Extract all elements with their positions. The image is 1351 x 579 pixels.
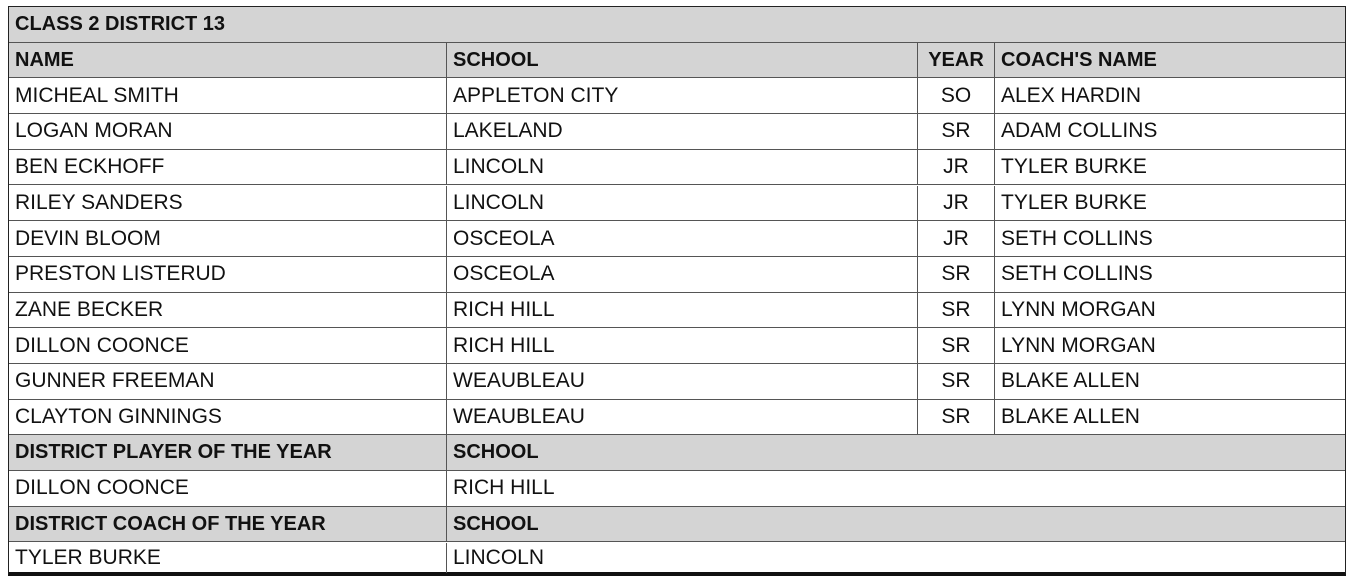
coach-of-year-school-label: SCHOOL: [453, 512, 539, 535]
player-school: LINCOLN: [453, 155, 545, 179]
player-school: OSCEOLA: [453, 262, 555, 286]
player-coach: ADAM COLLINS: [1001, 119, 1158, 143]
player-school: RICH HILL: [453, 297, 555, 321]
player-of-year-school-label: SCHOOL: [453, 441, 539, 464]
player-name: LOGAN MORAN: [15, 119, 173, 143]
player-school: RICH HILL: [453, 333, 555, 357]
player-name: DILLON COONCE: [15, 333, 189, 357]
table-row: [9, 150, 1345, 186]
player-coach: TYLER BURKE: [1001, 155, 1147, 179]
player-school: LAKELAND: [453, 119, 563, 143]
player-of-year-name: DILLON COONCE: [15, 476, 189, 500]
player-coach: BLAKE ALLEN: [1001, 369, 1140, 393]
player-year: SR: [941, 405, 971, 429]
all-district-table: [8, 6, 1346, 576]
player-year: JR: [943, 155, 969, 179]
player-year: SR: [941, 369, 971, 393]
table-row: [9, 257, 1345, 293]
player-of-year-school: RICH HILL: [453, 476, 555, 500]
table-title: CLASS 2 DISTRICT 13: [15, 12, 226, 35]
table-row: [9, 400, 1345, 436]
player-coach: LYNN MORGAN: [1001, 297, 1156, 321]
header-year: YEAR: [928, 48, 984, 71]
player-of-year-row: [9, 471, 1345, 507]
player-year: SO: [940, 83, 972, 107]
player-year: SR: [941, 297, 971, 321]
table-row: [9, 221, 1345, 257]
player-name: PRESTON LISTERUD: [15, 262, 226, 286]
coach-of-year-label: DISTRICT COACH OF THE YEAR: [15, 512, 326, 535]
player-coach: SETH COLLINS: [1001, 226, 1153, 250]
player-name: RILEY SANDERS: [15, 190, 183, 214]
player-year: SR: [941, 119, 971, 143]
table-row: [9, 114, 1345, 150]
player-coach: BLAKE ALLEN: [1001, 405, 1140, 429]
header-name: NAME: [15, 48, 74, 71]
coach-of-year-name: TYLER BURKE: [15, 545, 161, 569]
player-name: MICHEAL SMITH: [15, 83, 179, 107]
player-of-year-label: DISTRICT PLAYER OF THE YEAR: [15, 441, 332, 464]
player-name: GUNNER FREEMAN: [15, 369, 215, 393]
player-school: WEAUBLEAU: [453, 369, 585, 393]
player-name: DEVIN BLOOM: [15, 226, 161, 250]
table-row: [9, 293, 1345, 329]
player-name: BEN ECKHOFF: [15, 155, 165, 179]
player-coach: TYLER BURKE: [1001, 190, 1147, 214]
table-title-row: [9, 7, 1345, 43]
player-year: JR: [943, 190, 969, 214]
table-row: [9, 186, 1345, 222]
header-school: SCHOOL: [453, 48, 539, 71]
player-year: SR: [941, 262, 971, 286]
header-coach: COACH'S NAME: [1001, 48, 1157, 71]
player-school: OSCEOLA: [453, 226, 555, 250]
player-school: WEAUBLEAU: [453, 405, 585, 429]
table-row: [9, 364, 1345, 400]
player-coach: LYNN MORGAN: [1001, 333, 1156, 357]
player-name: CLAYTON GINNINGS: [15, 405, 222, 429]
player-name: ZANE BECKER: [15, 297, 164, 321]
coach-of-year-row: [9, 543, 1345, 574]
coach-of-year-header-row: [9, 507, 1345, 543]
player-year: SR: [941, 333, 971, 357]
player-coach: SETH COLLINS: [1001, 262, 1153, 286]
player-coach: ALEX HARDIN: [1001, 83, 1142, 107]
player-of-year-header-row: [9, 435, 1345, 471]
table-row: [9, 78, 1345, 114]
player-school: APPLETON CITY: [453, 83, 619, 107]
player-year: JR: [943, 226, 969, 250]
coach-of-year-school: LINCOLN: [453, 545, 545, 569]
column-header-row: [9, 43, 1345, 79]
player-school: LINCOLN: [453, 190, 545, 214]
table-row: [9, 328, 1345, 364]
